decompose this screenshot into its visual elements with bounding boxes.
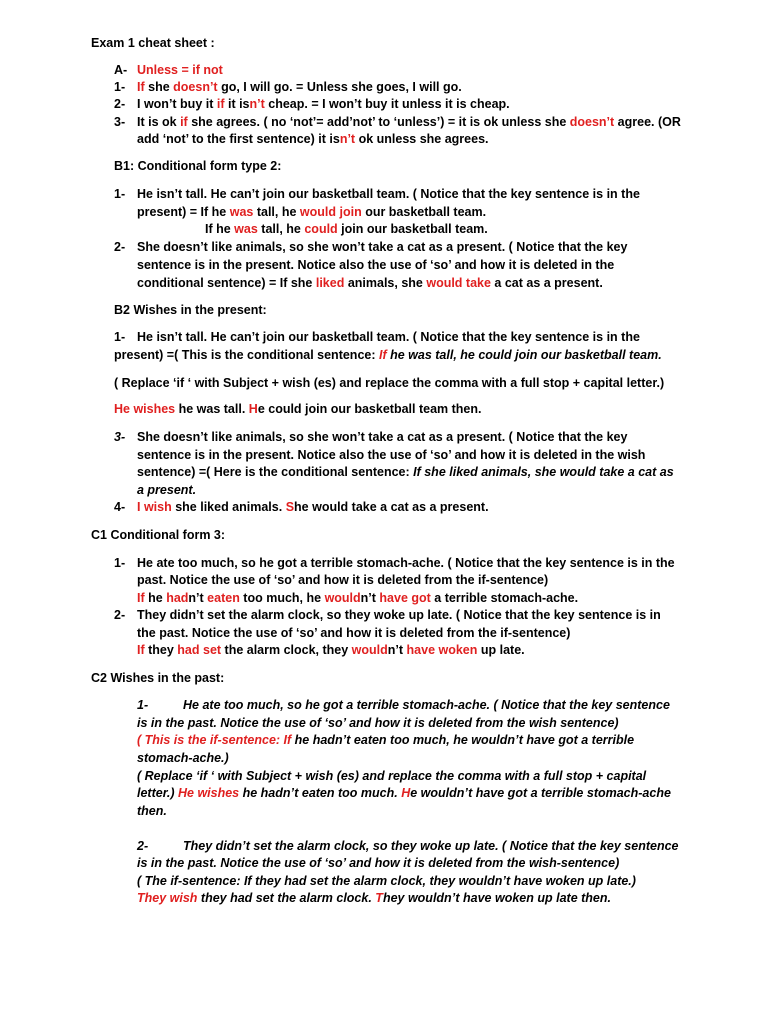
- text: He isn’t tall. He can’t join our basketball team. ( Notice that the key sentence is in the: [137, 330, 640, 344]
- red-text: have woken: [406, 643, 478, 657]
- section-c1-item-2-line-2: the past. Notice the use of ‘so’ and how it is deleted from the if-sentence): [137, 626, 571, 640]
- text: sentence) =( Here is the conditional sentence:: [137, 465, 414, 479]
- text: a terrible stomach-ache.: [430, 591, 579, 605]
- red-text: liked: [315, 276, 345, 290]
- red-text: have got: [379, 591, 431, 605]
- red-text: I wish: [137, 500, 172, 514]
- list-number: 1-: [114, 187, 126, 201]
- section-a-item-3: [114, 114, 681, 131]
- list-number: 2-: [137, 839, 149, 853]
- section-b2-item-3: [114, 429, 628, 446]
- section-c1-item-1: [114, 555, 675, 572]
- text: go, I will go. = Unless she goes, I will go.: [217, 80, 462, 94]
- text: present) =( This is the conditional sentence:: [114, 348, 379, 362]
- red-text: H: [248, 402, 258, 416]
- red-text: He wishes: [114, 402, 176, 416]
- italic-text: He ate too much, so he got a terrible stomach-ache. ( Notice that the key sentence: [183, 698, 670, 712]
- section-c1-item-2: [114, 607, 661, 624]
- section-b2-answer-1: [114, 401, 481, 418]
- list-number: 1-: [114, 80, 126, 94]
- section-c1-heading: C1 Conditional form 3:: [91, 528, 226, 542]
- text: he would take a cat as a present.: [294, 500, 489, 514]
- italic-text: They didn’t set the alarm clock, so they woke up late. ( Notice that the key sentence: [183, 839, 679, 853]
- section-b2-replace-note: ( Replace ‘if ‘ with Subject + wish (es) and replace the comma with a full stop + capital letter.): [114, 376, 665, 390]
- text: she liked animals.: [171, 500, 286, 514]
- section-b2-item-3-line-3: [137, 464, 674, 481]
- red-text: if: [216, 97, 225, 111]
- section-c2-item-1-line-5: ( Replace ‘if ‘ with Subject + wish (es) and replace the comma with a full stop + capital: [137, 769, 647, 783]
- red-text: was: [229, 205, 254, 219]
- red-text: doesn’t: [173, 80, 218, 94]
- italic-text: letter.): [137, 786, 178, 800]
- red-text: If: [137, 591, 145, 605]
- text: agree. (OR: [614, 115, 681, 129]
- section-c2-item-1-line-3: [137, 732, 634, 749]
- text: ok unless she agrees.: [355, 132, 489, 146]
- list-number: 2-: [114, 97, 126, 111]
- text: He isn’t tall. He can’t join our basketball team. ( Notice that the key sentence is in the: [137, 187, 640, 201]
- section-b2-item-1-line-2: [114, 347, 662, 364]
- section-b2-item-1: [114, 329, 640, 346]
- section-a-item-1: [114, 79, 462, 96]
- section-c1-item-1-line-3: [137, 590, 578, 607]
- section-c1-item-1-line-2: past. Notice the use of ‘so’ and how it is deleted from the if-sentence): [137, 573, 549, 587]
- section-c2-item-1-line-2: is in the past. Notice the use of ‘so’ and how it is deleted from the wish sentence): [137, 716, 619, 730]
- red-text: n’t: [339, 132, 356, 146]
- red-text: If: [378, 348, 387, 362]
- section-c2-item-1: [137, 697, 670, 714]
- red-text: would join: [299, 205, 362, 219]
- section-b2-heading: B2 Wishes in the present:: [114, 303, 267, 317]
- text: I won’t buy it: [137, 97, 217, 111]
- list-number: 1-: [114, 330, 126, 344]
- text: tall, he: [257, 222, 305, 236]
- text: she: [144, 80, 174, 94]
- italic-text: they had set the alarm clock.: [197, 891, 376, 905]
- section-a-header: [114, 62, 223, 79]
- text: he: [144, 591, 167, 605]
- section-c2-item-2-line-3: ( The if-sentence: If they had set the alarm clock, they wouldn’t have woken up late.): [137, 874, 636, 888]
- text: She doesn’t like animals, so she won’t take a cat as a present. ( Notice that the key: [137, 240, 628, 254]
- text: our basketball team.: [361, 205, 487, 219]
- red-text: n’t: [249, 97, 265, 111]
- text: join our basketball team.: [337, 222, 488, 236]
- section-b1-item-1-line-2: [137, 204, 486, 221]
- section-b2-item-3-line-2: sentence is in the present. Notice also the use of ‘so’ and how it is deleted in the wish: [137, 448, 646, 462]
- list-number: 3-: [114, 430, 126, 444]
- red-text: would: [351, 643, 388, 657]
- text: the alarm clock, they: [221, 643, 352, 657]
- red-text: had set: [177, 643, 222, 657]
- text: up late.: [477, 643, 525, 657]
- section-c2-item-2-line-2: is in the past. Notice the use of ‘so’ and how it is deleted from the wish-sentence): [137, 856, 620, 870]
- italic-text: he was tall, he could join our basketball team.: [386, 348, 662, 362]
- text: tall, he: [253, 205, 300, 219]
- red-text: was: [234, 222, 258, 236]
- red-text: if: [180, 115, 188, 129]
- red-text: He wishes: [178, 786, 240, 800]
- section-b1-heading: B1: Conditional form type 2:: [114, 159, 282, 173]
- list-number: 1-: [137, 698, 149, 712]
- section-c2-item-2: [137, 838, 679, 855]
- red-text: If: [137, 643, 145, 657]
- text: cheap. = I won’t buy it unless it is cheap.: [264, 97, 510, 111]
- text: If he: [205, 222, 235, 236]
- red-text: would take: [426, 276, 491, 290]
- red-text: They wish: [137, 891, 198, 905]
- list-number: 1-: [114, 556, 126, 570]
- text: She doesn’t like animals, so she won’t take a cat as a present. ( Notice that the key: [137, 430, 628, 444]
- red-text: T: [375, 891, 383, 905]
- section-b2-item-3-line-4: a present.: [137, 483, 197, 497]
- red-text: doesn’t: [569, 115, 615, 129]
- red-text: could: [304, 222, 338, 236]
- text: e could join our basketball team then.: [257, 402, 482, 416]
- text: n’t: [387, 643, 407, 657]
- red-text: ( This is the if-sentence: If: [137, 733, 292, 747]
- text: They didn’t set the alarm clock, so they woke up late. ( Notice that the key sentence is in: [137, 608, 661, 622]
- section-c2-item-1-line-7: then.: [137, 804, 167, 818]
- text: present) = If he: [137, 205, 230, 219]
- text: animals, she: [344, 276, 427, 290]
- text: a cat as a present.: [490, 276, 603, 290]
- red-text: H: [401, 786, 411, 800]
- section-a-label: Unless = if not: [137, 63, 223, 77]
- section-c2-heading: C2 Wishes in the past:: [91, 671, 225, 685]
- section-a-number: A-: [114, 63, 128, 77]
- list-number: 3-: [114, 115, 126, 129]
- text: they: [144, 643, 178, 657]
- section-b1-item-2: [114, 239, 628, 256]
- page-title: Exam 1 cheat sheet :: [91, 36, 215, 50]
- section-b1-item-1-line-3: [205, 221, 488, 238]
- text: add ‘not’ to the first sentence) it is: [137, 132, 340, 146]
- text: n’t: [188, 591, 208, 605]
- list-number: 2-: [114, 608, 126, 622]
- list-number: 2-: [114, 240, 126, 254]
- red-text: eaten: [207, 591, 240, 605]
- section-c1-item-2-line-3: [137, 642, 525, 659]
- red-text: would: [324, 591, 361, 605]
- section-c2-item-1-line-4: stomach-ache.): [137, 751, 229, 765]
- red-text: S: [285, 500, 295, 514]
- section-c2-item-2-line-4: [137, 890, 611, 907]
- text: she agrees. ( no ‘not’= add’not’ to ‘unless’) = it is ok unless she: [187, 115, 570, 129]
- section-b1-item-2-line-2: sentence is in the present. Notice also the use of ‘so’ and how it is deleted in the: [137, 258, 615, 272]
- section-a-item-3-line-2: [137, 131, 489, 148]
- italic-text: he hadn’t eaten too much, he wouldn’t have got a terrible: [291, 733, 635, 747]
- section-b1-item-1: [114, 186, 640, 203]
- italic-text: hey wouldn’t have woken up late then.: [382, 891, 611, 905]
- text: he was tall.: [175, 402, 249, 416]
- text: too much, he: [239, 591, 325, 605]
- red-text: If: [137, 80, 145, 94]
- red-text: had: [166, 591, 189, 605]
- italic-text: If she liked animals, she would take a cat as: [413, 465, 674, 479]
- text: n’t: [360, 591, 380, 605]
- section-b2-item-4: [114, 499, 489, 516]
- section-b1-item-2-line-3: [137, 275, 603, 292]
- text: It is ok: [137, 115, 181, 129]
- italic-text: e wouldn’t have got a terrible stomach-ache: [410, 786, 671, 800]
- section-a-item-2: [114, 96, 510, 113]
- text: conditional sentence) = If she: [137, 276, 316, 290]
- italic-text: he hadn’t eaten too much.: [239, 786, 402, 800]
- list-number: 4-: [114, 500, 126, 514]
- section-c2-item-1-line-6: [137, 785, 671, 802]
- text: He ate too much, so he got a terrible stomach-ache. ( Notice that the key sentence is in the: [137, 556, 675, 570]
- text: it is: [224, 97, 250, 111]
